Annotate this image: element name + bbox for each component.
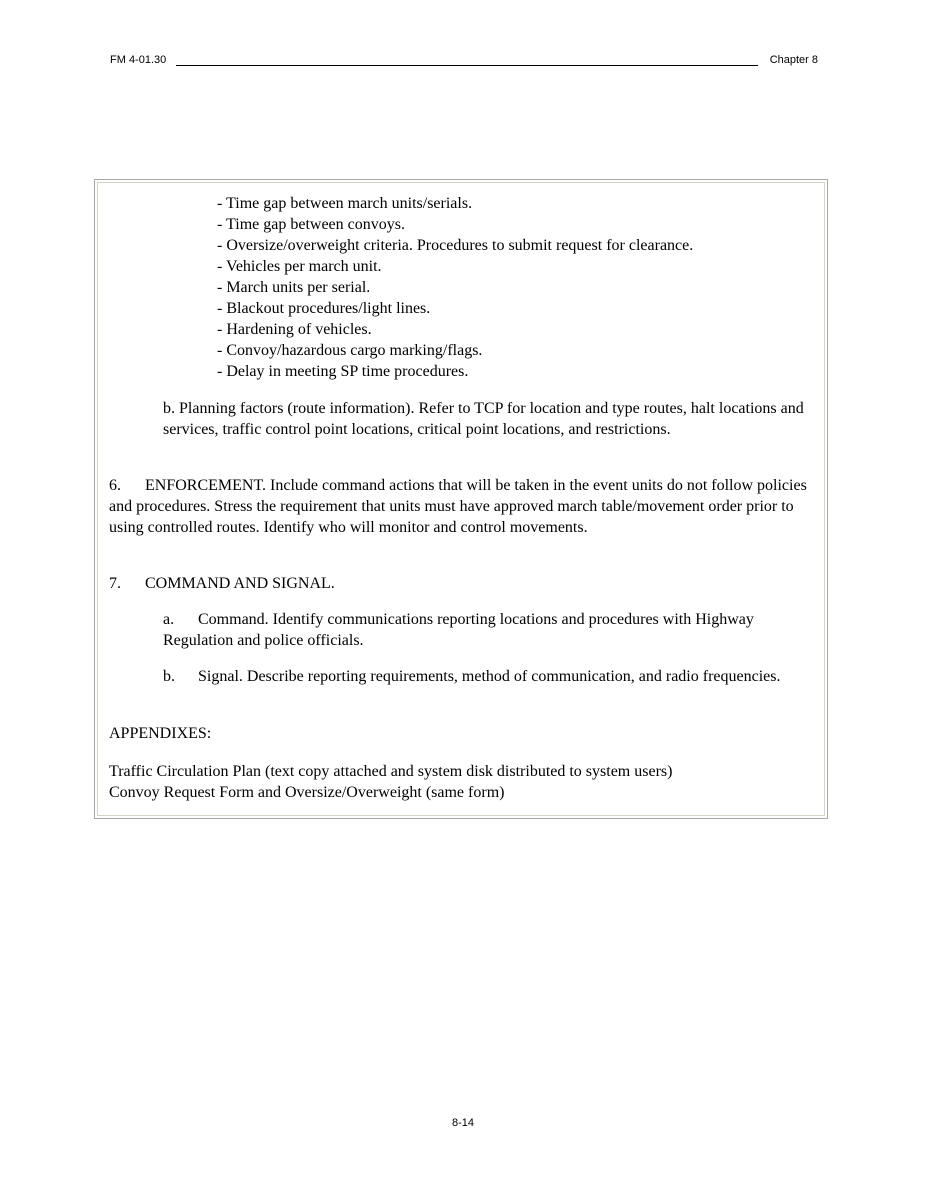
signal-text: Signal. Describe reporting requirements, method of communication, and radio frequencies.: [198, 668, 781, 685]
paragraph-letter: b.: [163, 668, 175, 685]
command-signal-heading: [109, 573, 335, 594]
list-item: - Time gap between convoys.: [217, 216, 405, 233]
list-item: - Oversize/overweight criteria. Procedures to submit request for clearance.: [217, 237, 694, 254]
enforcement-text: ENFORCEMENT. Include command actions that will be taken in the event units do not follow policies and procedures. Stress the requirement that units must have approved march table/movement order prior to using controlled routes. Identify who will monitor and control movements.: [109, 477, 807, 536]
list-item: - March units per serial.: [217, 279, 371, 296]
command-signal-title: COMMAND AND SIGNAL.: [145, 575, 335, 592]
signal-paragraph: [163, 666, 803, 687]
page-number: 8-14: [451, 1117, 475, 1129]
bullet-list: [217, 193, 693, 382]
list-item: - Blackout procedures/light lines.: [217, 300, 431, 317]
appendixes-title: APPENDIXES:: [109, 725, 212, 742]
paragraph-number: 6.: [109, 477, 121, 494]
command-paragraph: [163, 609, 803, 651]
header-publication-id: FM 4-01.30: [110, 54, 167, 66]
list-item: - Delay in meeting SP time procedures.: [217, 363, 469, 380]
list-item: - Convoy/hazardous cargo marking/flags.: [217, 342, 483, 359]
planning-factors-paragraph: b. Planning factors (route information). Refer to TCP for location and type routes, halt locations and services, traffic control point locations, critical point locations, and restrictions.: [163, 400, 804, 438]
enforcement-paragraph: [109, 475, 809, 538]
header-chapter: Chapter 8: [769, 54, 818, 66]
appendix-item: Traffic Circulation Plan (text copy attached and system disk distributed to system users): [109, 763, 673, 780]
page-header: [110, 54, 818, 70]
appendix-list: [109, 761, 809, 803]
header-rule: [176, 65, 758, 66]
content-box: [94, 179, 828, 819]
list-item: - Time gap between march units/serials.: [217, 195, 473, 212]
command-text: Command. Identify communications reporting locations and procedures with Highway Regulation and police officials.: [163, 611, 754, 649]
paragraph-number: 7.: [109, 575, 121, 592]
list-item: - Vehicles per march unit.: [217, 258, 382, 275]
list-item: - Hardening of vehicles.: [217, 321, 372, 338]
paragraph-letter: a.: [163, 611, 175, 628]
appendix-item: Convoy Request Form and Oversize/Overweight (same form): [109, 784, 505, 801]
